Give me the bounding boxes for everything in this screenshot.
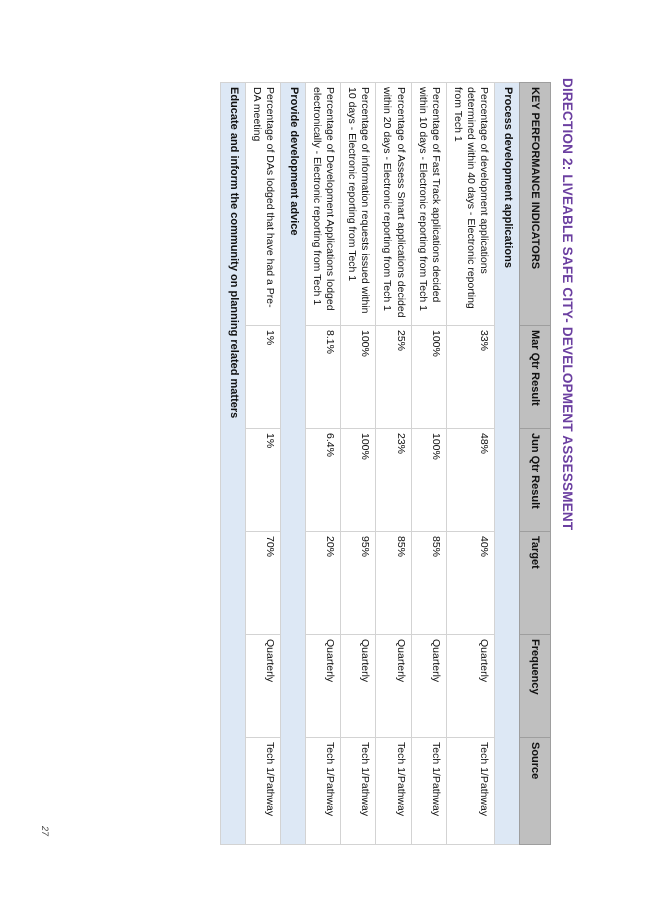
header-kpi: KEY PERFORMANCE INDICATORS [520, 83, 551, 326]
source-cell: Tech 1/Pathway [446, 738, 494, 845]
table-row [245, 83, 280, 845]
kpi-cell: Percentage of information requests issued within 10 days - Electronic reporting from Tech 1 [341, 83, 376, 326]
header-row [520, 83, 551, 845]
kpi-cell: Percentage of development applications determined within 40 days - Electronic reporting from Tech 1 [446, 83, 494, 326]
frequency-cell: Quarterly [446, 635, 494, 738]
target-cell: 70% [245, 532, 280, 635]
header-source: Source [520, 738, 551, 845]
frequency-cell: Quarterly [305, 635, 340, 738]
mar-result-cell: 33% [446, 326, 494, 429]
page-number: 27 [40, 826, 50, 837]
header-target: Target [520, 532, 551, 635]
frequency-cell: Quarterly [341, 635, 376, 738]
kpi-cell: Percentage of Development Applications lodged electronically - Electronic reporting from Tech 1 [305, 83, 340, 326]
table-row [411, 83, 446, 845]
jun-result-cell: 23% [376, 429, 411, 532]
kpi-cell: Percentage of Assess Smart applications decided within 20 days - Electronic reporting from Tech 1 [376, 83, 411, 326]
source-cell: Tech 1/Pathway [376, 738, 411, 845]
source-cell: Tech 1/Pathway [305, 738, 340, 845]
source-cell: Tech 1/Pathway [245, 738, 280, 845]
source-cell: Tech 1/Pathway [341, 738, 376, 845]
table-row [341, 83, 376, 845]
kpi-table [220, 82, 551, 845]
target-cell: 95% [341, 532, 376, 635]
kpi-cell: Percentage of Fast Track applications decided within 10 days - Electronic reporting from Tech 1 [411, 83, 446, 326]
jun-result-cell: 100% [411, 429, 446, 532]
frequency-cell: Quarterly [376, 635, 411, 738]
table-row [305, 83, 340, 845]
mar-result-cell: 8.1% [305, 326, 340, 429]
source-cell: Tech 1/Pathway [411, 738, 446, 845]
header-frequency: Frequency [520, 635, 551, 738]
section-row [221, 83, 246, 845]
section-row [281, 83, 306, 845]
target-cell: 20% [305, 532, 340, 635]
frequency-cell: Quarterly [245, 635, 280, 738]
page-title: DIRECTION 2: LIVEABLE SAFE CITY- DEVELOPMENT ASSESSMENT [560, 78, 575, 531]
section-title: Provide development advice [281, 83, 306, 845]
target-cell: 85% [376, 532, 411, 635]
section-title: Process development applications [495, 83, 520, 845]
header-mar-qtr: Mar Qtr Result [520, 326, 551, 429]
jun-result-cell: 100% [341, 429, 376, 532]
jun-result-cell: 48% [446, 429, 494, 532]
table-row [446, 83, 494, 845]
mar-result-cell: 1% [245, 326, 280, 429]
jun-result-cell: 1% [245, 429, 280, 532]
table-row [376, 83, 411, 845]
jun-result-cell: 6.4% [305, 429, 340, 532]
frequency-cell: Quarterly [411, 635, 446, 738]
mar-result-cell: 25% [376, 326, 411, 429]
header-jun-qtr: Jun Qtr Result [520, 429, 551, 532]
target-cell: 40% [446, 532, 494, 635]
mar-result-cell: 100% [411, 326, 446, 429]
mar-result-cell: 100% [341, 326, 376, 429]
kpi-cell: Percentage of DAs lodged that have had a Pre-DA meeting [245, 83, 280, 326]
target-cell: 85% [411, 532, 446, 635]
section-title: Educate and inform the community on planning related matters [221, 83, 246, 845]
section-row [495, 83, 520, 845]
